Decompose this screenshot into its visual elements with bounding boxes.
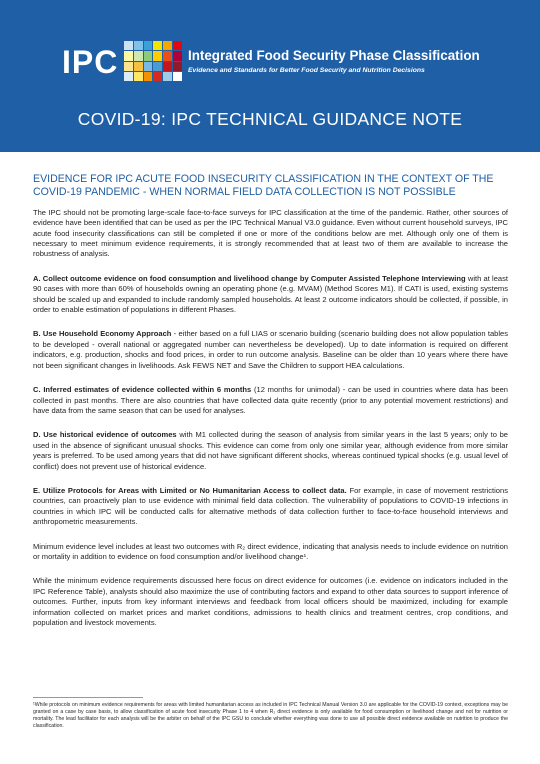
mosaic-tile [173, 72, 182, 81]
mosaic-tile [163, 51, 172, 60]
header-banner [0, 0, 540, 152]
item-a-title: A. Collect outcome evidence on food consumption and livelihood change by Computer Assisted Telephone Interviewing [33, 273, 466, 283]
item-e [33, 486, 508, 528]
ipc-logo: IPC [62, 44, 119, 80]
item-b-text: - either based on a full LIAS or scenario building (scenario building does not allow population tables to be developed - overall national or aggregated number can nevertheless be developed). Up to date information is required on different indicators, e.g. production, shocks and food prices, in order to run outcome analysis. Baseline can be older than 10 years where there have not been significant changes in livelihoods. Ask FEWS NET and Save the Children to support HEA calculations. [33, 329, 508, 370]
minimum-evidence-paragraph: Minimum evidence level includes at least two outcomes with R₂ direct evidence, indicating that analysis needs to include evidence on nutrition or mortality in addition to evidence on food consumption and/or livelihood change¹. [33, 541, 508, 561]
item-c-title: C. Inferred estimates of evidence collected within 6 months [33, 385, 252, 395]
mosaic-tile [173, 41, 182, 50]
mosaic-tile [173, 62, 182, 71]
mosaic-tile [163, 72, 172, 81]
mosaic-tile [163, 41, 172, 50]
mosaic-tile [153, 72, 162, 81]
mosaic-tile [124, 72, 133, 81]
mosaic-tile [134, 51, 143, 60]
mosaic-tile [134, 41, 143, 50]
item-b-title: B. Use Household Economy Approach [33, 329, 172, 339]
brand-subtitle: Evidence and Standards for Better Food Security and Nutrition Decisions [188, 67, 425, 74]
mosaic-tile [144, 62, 153, 71]
mosaic-tile [153, 62, 162, 71]
item-c [33, 385, 508, 416]
mosaic-tile [124, 51, 133, 60]
contributing-factors-paragraph: While the minimum evidence requirements discussed here focus on direct evidence for outcomes (i.e. evidence on indicators included in the IPC Reference Table), analysts should also maximize the use of contributing factors and expand to other data sources to support inference of outcomes. Further, inputs from key informant interviews and feedback from local officers should be maximized, including for example information collected on market prices and market conditions, admissions to health clinics and treatment centres, crop conditions, and population and livestock movements. [33, 576, 508, 627]
mosaic-tile [173, 51, 182, 60]
mosaic-tile [153, 51, 162, 60]
mosaic-tile [124, 62, 133, 71]
item-b [33, 329, 508, 371]
mosaic-tile [163, 62, 172, 71]
item-d [33, 430, 508, 472]
item-e-title: E. Utilize Protocols for Areas with Limited or No Humanitarian Access to collect data. [33, 485, 347, 495]
ipc-mosaic-logo [124, 41, 182, 81]
document-title: COVID-19: IPC TECHNICAL GUIDANCE NOTE [77, 109, 463, 129]
main-content [33, 173, 508, 636]
mosaic-tile [134, 72, 143, 81]
item-d-title: D. Use historical evidence of outcomes [33, 430, 177, 440]
mosaic-tile [124, 41, 133, 50]
item-e-text: For example, in case of movement restrictions countries, can proactively plan to use evidence with minimal field data collection. The vulnerability of populations to COVID-19 infections in countries in which IPC will be conducted calls for alternative methods of data collection further to face-to-face household interviews and anthropometric measurements. [33, 485, 508, 527]
section-heading: EVIDENCE FOR IPC ACUTE FOOD INSECURITY CLASSIFICATION IN THE CONTEXT OF THE COVID-19 PANDEMIC - WHEN NORMAL FIELD DATA COLLECTION IS NOT POSSIBLE [33, 173, 494, 199]
brand-title: Integrated Food Security Phase Classification [188, 48, 480, 63]
item-a [33, 274, 508, 316]
footnote-divider [33, 697, 143, 698]
item-d-text: with M1 collected during the season of analysis from similar years in the last 5 years; only to be used in the absence of significant unusual shocks. This evidence can come from only one similar year, although evidence from more similar years is preferred. To be used among years that did not have significant different shocks, whereas continued typical shocks (e.g. usual level of conflict) does not prevent use of historical evidence. [33, 430, 509, 471]
mosaic-tile [144, 41, 153, 50]
mosaic-tile [153, 41, 162, 50]
mosaic-tile [144, 51, 153, 60]
intro-paragraph: The IPC should not be promoting large-scale face-to-face surveys for IPC classification at the time of the pandemic. Rather, other sources of evidence have been identified that can be used as per the IPC Technical Manual V3.0 guidance. Even without current household surveys, IPC acute food insecurity classifications can still be completed if one or more of the conditions below are met. Although only one of them is necessary to meet minimum evidence requirements, it is strongly recommended that at least two of them are available to increase the robustness of analysis. [33, 207, 508, 259]
item-c-text: (12 months for unimodal) - can be used in countries where data has been collected in past months. There are also countries that have collected data quite recently (prior to any potential movement restrictions) and have data from the same season that can be used for analyses. [33, 385, 508, 415]
footnote: ¹While protocols on minimum evidence requirements for areas with limited humanitarian access as included in IPC Technical Manual Version 3.0 are applicable for the COVID-19 context, exceptions may be granted on a case by case basis, to allow classification of acute food insecurity Phase 1 to 4 when R₂ direct evidence is only available for food consumption or livelihood change and not for nutrition or mortality. The lead facilitator for each analysis will be the arbiter on behalf of the IPC GSU to conclude whether everything was done to use all possible direct evidence available on nutrition to produce the classification. [33, 702, 508, 730]
mosaic-tile [134, 62, 143, 71]
mosaic-tile [144, 72, 153, 81]
item-a-text: with at least 90 cases with more than 60% of households owning an operating phone (e.g. MVAM) (Method Scores M1). If CATI is used, existing systems should be scaled up and expanded to include randomly sampled households. At least 2 outcome indicators should be collected, if possible, in order to enable estimation of populations in different Phases. [33, 273, 508, 315]
